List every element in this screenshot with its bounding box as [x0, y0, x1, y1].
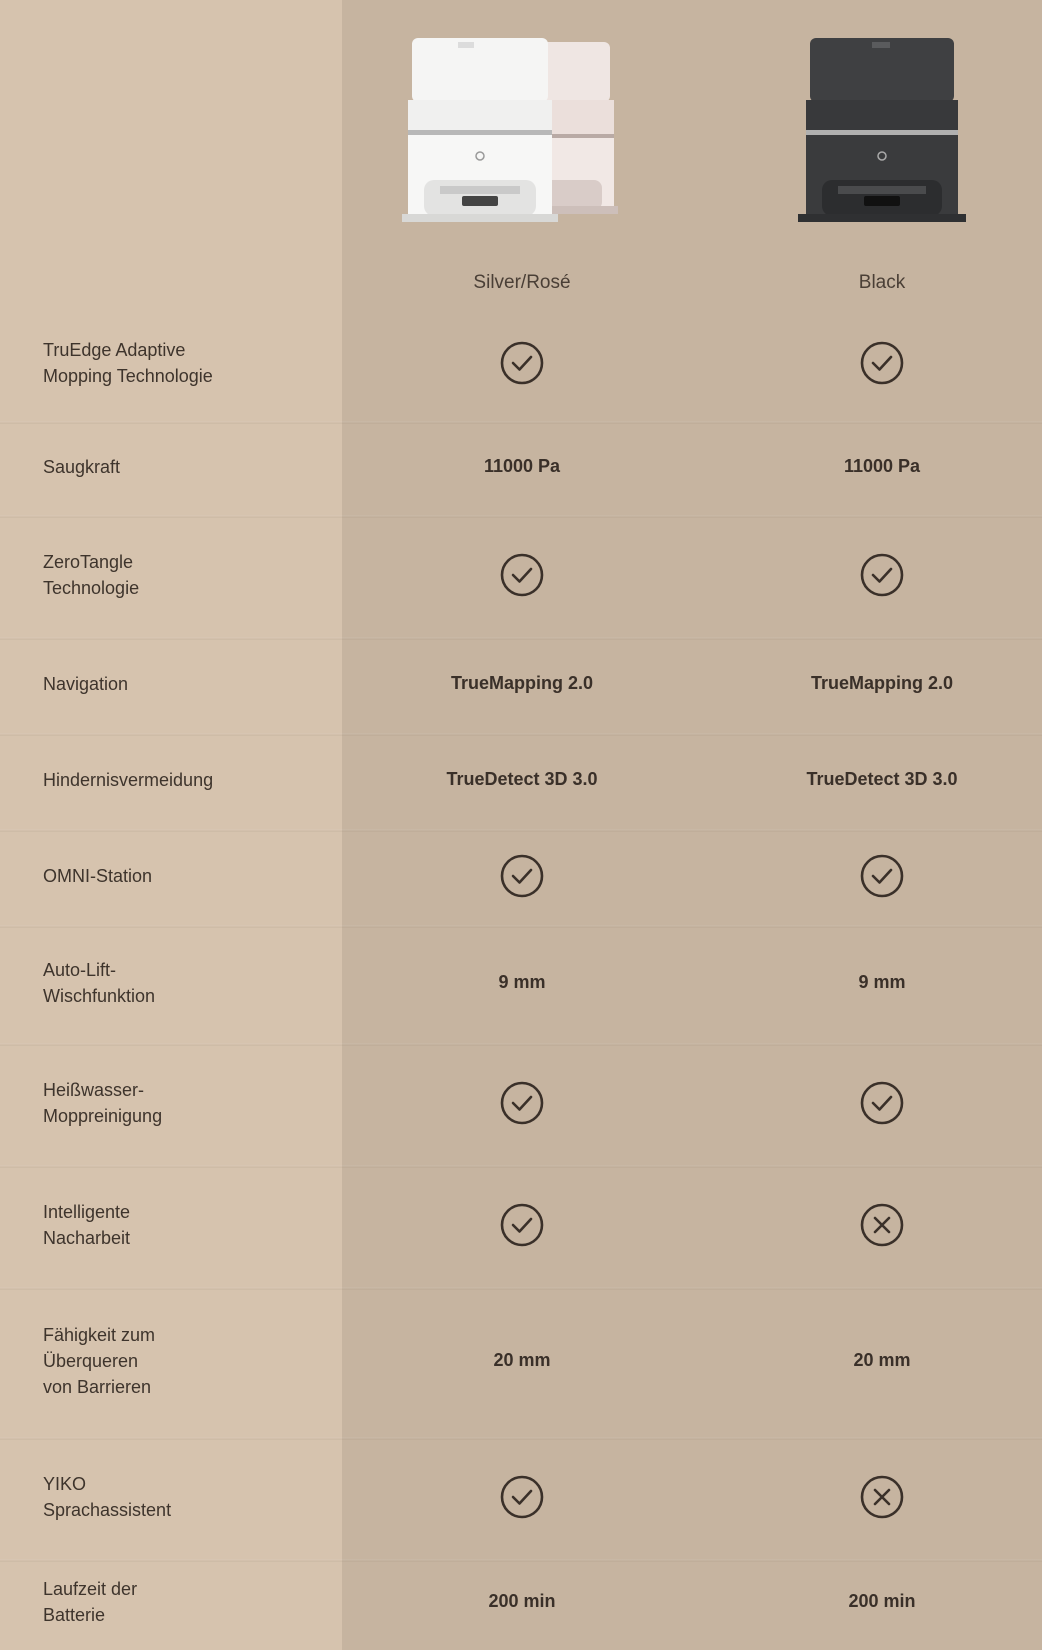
value-black [702, 1474, 1042, 1520]
feature-label-line: Wischfunktion [43, 986, 156, 1006]
feature-label-line: Navigation [43, 674, 129, 694]
feature-label-line: von Barrieren [43, 1377, 152, 1397]
value-silver-rose [342, 1080, 702, 1126]
feature-label [43, 1077, 283, 1129]
table-row [0, 1168, 1042, 1290]
value-black [702, 340, 1042, 386]
feature-label [43, 337, 283, 389]
table-row [0, 736, 1042, 832]
value-black [702, 1080, 1042, 1126]
cross-icon [859, 1202, 905, 1248]
table-row [0, 1290, 1042, 1440]
check-icon [499, 552, 545, 598]
table-row [0, 928, 1042, 1046]
table-row [0, 518, 1042, 640]
check-icon [859, 1080, 905, 1126]
table-row [0, 1562, 1042, 1650]
feature-label-line: Hindernisvermeidung [43, 770, 214, 790]
feature-label-line: Nacharbeit [43, 1228, 131, 1248]
feature-label [43, 957, 283, 1009]
feature-label [43, 1576, 283, 1628]
table-row [0, 1440, 1042, 1562]
robot-station-silver-rose-image [342, 30, 702, 240]
value-black: 20 mm [853, 1350, 911, 1370]
feature-label-line: Fähigkeit zum [43, 1325, 156, 1345]
product-silver-rose [342, 0, 702, 310]
robot-station-black-image [702, 30, 1042, 240]
value-black [702, 1202, 1042, 1248]
feature-label-line: Batterie [43, 1605, 106, 1625]
check-icon [859, 552, 905, 598]
value-silver-rose [342, 1474, 702, 1520]
feature-label-line: Moppreinigung [43, 1106, 163, 1126]
product-name: Silver/Rosé [473, 272, 571, 293]
table-row [0, 424, 1042, 518]
value-black: TrueMapping 2.0 [810, 673, 954, 693]
feature-label-line: Laufzeit der [43, 1579, 138, 1599]
product-name: Black [858, 272, 906, 293]
feature-label [43, 671, 283, 697]
feature-label-line: Intelligente [43, 1202, 131, 1222]
value-silver-rose: TrueDetect 3D 3.0 [446, 769, 598, 789]
feature-label [43, 1322, 283, 1400]
feature-label-line: YIKO [43, 1474, 87, 1494]
check-icon [499, 1202, 545, 1248]
feature-label-line: Sprachassistent [43, 1500, 172, 1520]
value-silver-rose: TrueMapping 2.0 [450, 673, 594, 693]
check-icon [859, 853, 905, 899]
value-silver-rose [342, 853, 702, 899]
feature-label [43, 454, 283, 480]
value-black: 9 mm [858, 972, 906, 992]
value-silver-rose: 9 mm [498, 972, 546, 992]
table-row [0, 310, 1042, 424]
check-icon [859, 340, 905, 386]
value-silver-rose: 200 min [488, 1591, 556, 1611]
comparison-header [0, 0, 1042, 310]
check-icon [499, 1080, 545, 1126]
feature-label [43, 767, 283, 793]
feature-label-line: Technologie [43, 578, 140, 598]
value-black: TrueDetect 3D 3.0 [806, 769, 958, 789]
value-black [702, 552, 1042, 598]
value-black: 11000 Pa [843, 456, 921, 476]
feature-label [43, 549, 283, 601]
feature-label-line: Heißwasser- [43, 1080, 145, 1100]
value-silver-rose [342, 340, 702, 386]
feature-label [43, 863, 283, 889]
feature-label-line: Auto-Lift- [43, 960, 117, 980]
table-row [0, 640, 1042, 736]
value-black [702, 853, 1042, 899]
cross-icon [859, 1474, 905, 1520]
check-icon [499, 340, 545, 386]
feature-label [43, 1471, 283, 1523]
feature-label-line: Überqueren [43, 1351, 139, 1371]
value-silver-rose: 11000 Pa [483, 456, 561, 476]
table-row [0, 1046, 1042, 1168]
product-black [702, 0, 1042, 310]
value-black: 200 min [848, 1591, 916, 1611]
feature-label-line: ZeroTangle [43, 552, 134, 572]
feature-label-line: Saugkraft [43, 457, 121, 477]
value-silver-rose [342, 1202, 702, 1248]
feature-label [43, 1199, 283, 1251]
check-icon [499, 853, 545, 899]
feature-label-line: TruEdge Adaptive [43, 340, 186, 360]
feature-label-line: OMNI-Station [43, 866, 153, 886]
table-row [0, 832, 1042, 928]
feature-label-line: Mopping Technologie [43, 366, 213, 386]
value-silver-rose: 20 mm [493, 1350, 551, 1370]
value-silver-rose [342, 552, 702, 598]
check-icon [499, 1474, 545, 1520]
